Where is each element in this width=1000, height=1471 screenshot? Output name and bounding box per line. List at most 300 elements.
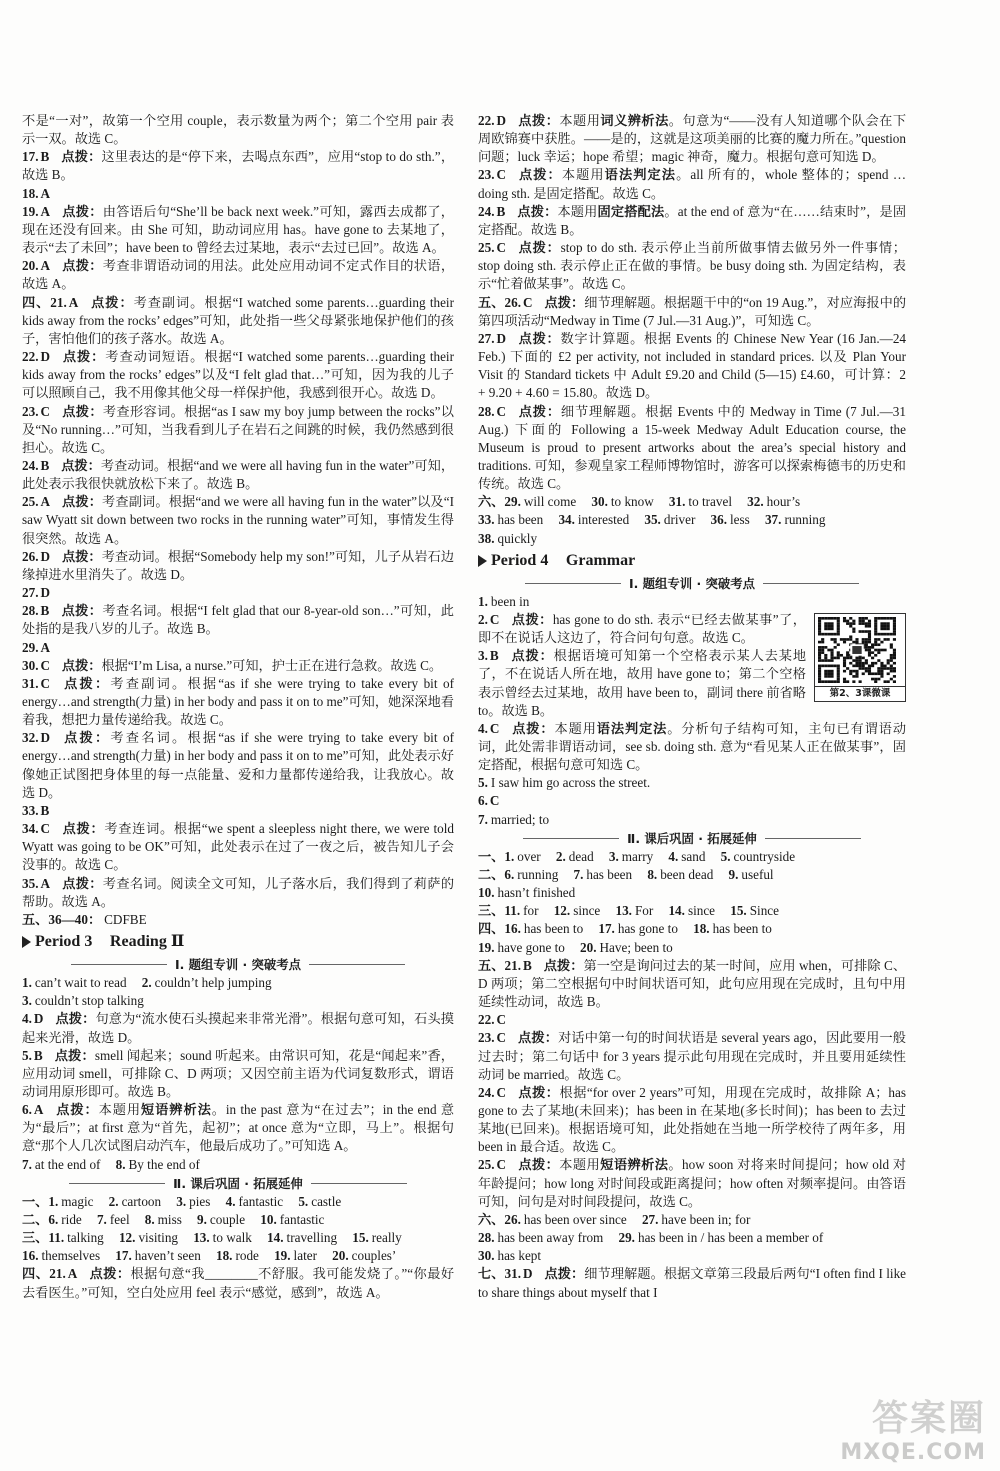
- answer-text: running: [517, 866, 559, 882]
- answer-choice: C: [489, 611, 500, 627]
- answer-pair: [116, 1157, 200, 1172]
- answer-text: feel: [109, 1211, 130, 1227]
- method-name: 语法判定法: [596, 720, 668, 736]
- answer-item: [22, 639, 454, 657]
- explanation-text: 。in the past 意为“在过去”；in the end 意为“最后”；at first 意为“首先，起初”；at once 意为“立即，马上”。根据句意“那个人几次试图启动汽车，他最后成功了。”可知选 A。: [22, 1102, 455, 1154]
- explanation-text: 考查动词。根据“and we were all having fun in the water”可知，此处表示我很快就放松下来了。故选 B。: [22, 457, 454, 492]
- section-subheading: [22, 1174, 454, 1193]
- question-number: 30.: [478, 1248, 495, 1264]
- answer-text: interested: [577, 512, 630, 528]
- answer-choice: B: [40, 149, 50, 165]
- answer-choice: B: [489, 648, 499, 664]
- answer-text: hasn’t finished: [497, 885, 576, 901]
- explanation-text: 。all 所有的，whole 整体的；spend … doing sth. 是固定搭配。故选 C。: [478, 167, 907, 201]
- answer-text: visiting: [138, 1230, 179, 1246]
- answer-item: [22, 820, 454, 874]
- answer-item: [478, 957, 906, 1011]
- question-number: 6.: [22, 1102, 32, 1118]
- answer-row: [22, 1247, 454, 1265]
- answer-text: since: [687, 903, 716, 919]
- answer-item: [22, 294, 454, 348]
- question-number: 20.: [22, 258, 39, 274]
- answer-text: to travel: [688, 494, 732, 510]
- answer-pair: [554, 903, 601, 918]
- answer-row: [478, 774, 906, 792]
- question-number: 20.: [580, 939, 597, 955]
- period-heading: [478, 550, 906, 572]
- explanation-text: 。分析句子结构可知，主句已有谓语动词，此处需非谓语动词，see sb. doing sth. 意为“看见某人正在做某事”，固定搭配，根据句意可知选 C。: [478, 720, 907, 773]
- answer-choice: B: [40, 603, 50, 619]
- question-number: 5.: [22, 1047, 32, 1063]
- answer-row: [478, 1229, 906, 1247]
- question-number: 38.: [478, 530, 495, 546]
- hint-label: 点拨：: [517, 167, 562, 183]
- question-number: 35.: [22, 875, 39, 891]
- triangle-icon: [22, 936, 31, 948]
- question-number: 23.: [478, 167, 495, 183]
- answer-item: [22, 1047, 454, 1101]
- question-number: 2.: [141, 975, 152, 991]
- answer-item: [478, 720, 906, 774]
- explanation-text: stop to do sth. 表示停止当前所做事情去做另外一件事情；stop doing sth. 表示停止正在做的事情。be busy doing sth. 为固定结构，表示“忙着做某事”。故选 C。: [478, 240, 906, 292]
- explanation-text: 本题用: [98, 1102, 142, 1118]
- method-name: 词义辨析法: [600, 113, 669, 128]
- answer-choice: A: [68, 294, 79, 310]
- answer-text: will come: [523, 494, 577, 510]
- answer-item: [478, 1156, 906, 1210]
- question-number: 21.: [504, 957, 521, 973]
- answer-row: [22, 1229, 454, 1247]
- explanation-text: 考查非谓语动词的用法。此处应用动词不定式作目的状语，故选 A。: [22, 258, 455, 292]
- answer-item: [478, 1029, 906, 1083]
- question-number: 13.: [615, 903, 632, 919]
- question-number: 4.: [225, 1193, 236, 1209]
- section-number: 六、: [478, 1211, 505, 1227]
- method-name: 固定搭配法: [597, 203, 665, 219]
- answer-text: For: [634, 903, 654, 919]
- subheading-text: Ⅰ. 题组专训 · 突破考点: [174, 957, 302, 973]
- answer-choice: C: [489, 793, 500, 809]
- answer-pair: [504, 921, 583, 936]
- hint-label: 点拨：: [543, 957, 584, 973]
- answer-row: [22, 1193, 454, 1211]
- answer-choice: B: [40, 802, 50, 818]
- question-number: 17.: [115, 1248, 132, 1264]
- answer-choice: C: [40, 657, 51, 673]
- answer-text: since: [573, 903, 601, 919]
- answer-text: cartoon: [121, 1193, 162, 1209]
- watermark-logo: 答案圈: [871, 1398, 986, 1439]
- answer-pair: [644, 512, 695, 527]
- answer-pair: [478, 594, 529, 609]
- explanation-text: 细节理解题。根据题干中的“on 19 Aug.”，对应海报中的第四项活动“Medway in Time (7 Jul.—31 Aug.)”，可知选 C。: [478, 294, 907, 328]
- section-number: 二、: [478, 866, 505, 882]
- answer-row: [478, 939, 906, 957]
- question-number: 12.: [118, 1230, 136, 1246]
- answer-pair: [478, 775, 650, 790]
- answer-item: [22, 185, 454, 203]
- answer-choice: D: [33, 1011, 44, 1027]
- question-number: 8.: [647, 866, 658, 882]
- hint-label: 点拨：: [517, 240, 561, 256]
- explanation-text: 细节理解题。根据文章第三段最后两句“I often find I like to share things about myself that I: [478, 1266, 907, 1300]
- hint-label: 点拨：: [61, 149, 102, 165]
- answer-text: has been over since: [523, 1211, 627, 1227]
- hint-label: 点拨：: [61, 675, 111, 691]
- question-number: 11.: [48, 1230, 65, 1246]
- answer-item: [478, 330, 906, 403]
- answer-text: has been in / has been a member of: [637, 1230, 824, 1246]
- answer-pair: [598, 921, 678, 936]
- answer-pair: [747, 494, 800, 509]
- answer-row: [22, 1211, 454, 1229]
- answer-choice: D: [523, 1266, 533, 1282]
- answer-row: [478, 866, 906, 884]
- question-number: 5.: [478, 775, 488, 791]
- question-number: 33.: [478, 512, 495, 528]
- answer-choice: C: [40, 821, 51, 837]
- answer-item: [478, 112, 906, 166]
- answer-text: ride: [61, 1211, 82, 1227]
- answer-item: [478, 239, 906, 293]
- question-number: 21.: [49, 1266, 66, 1282]
- answer-pair: [504, 849, 540, 864]
- answer-pair: [591, 494, 653, 509]
- explanation-text: 根据“I’m Lisa, a nurse.”可知，护士正在进行急救。故选 C。: [101, 657, 443, 673]
- answer-choice: D: [40, 349, 51, 365]
- answer-row: [22, 992, 454, 1010]
- answer-pair: [668, 849, 705, 864]
- left-column: [22, 112, 454, 1302]
- question-number: 9.: [197, 1211, 207, 1227]
- answer-pair: [274, 1248, 317, 1263]
- question-number: 26.: [504, 1211, 521, 1227]
- answer-pair: [609, 849, 653, 864]
- answer-pair: [728, 867, 773, 882]
- hint-label: 点拨：: [517, 1030, 559, 1046]
- answer-pair: [22, 1157, 100, 1172]
- answer-text: I saw him go across the street.: [490, 775, 651, 791]
- answer-text: dead: [568, 848, 594, 864]
- answer-text: have been in; for: [661, 1211, 751, 1227]
- hint-label: 点拨：: [61, 603, 103, 619]
- question-number: 11.: [504, 903, 521, 919]
- answer-text: marry: [621, 848, 654, 864]
- answer-text: driver: [663, 512, 696, 528]
- answer-row: [478, 511, 906, 529]
- hint-label: 点拨：: [61, 258, 103, 274]
- qr-code-image: [818, 617, 896, 683]
- answer-pair: [504, 867, 558, 882]
- answer-text: has kept: [497, 1248, 542, 1264]
- question-number: 19.: [274, 1248, 291, 1264]
- explanation-text: 这里表达的是“停下来，去喝点东西”，应用“stop to do sth.”，故选 B。: [22, 149, 455, 183]
- answer-choice: B: [523, 957, 532, 973]
- section-number: 五、: [478, 294, 505, 310]
- answer-text: countryside: [733, 848, 796, 864]
- question-number: 31.: [504, 1266, 522, 1282]
- explanation-text: 。how soon 对将来时间提问；how old 对年龄提问；how long 对时间段或距离提问；how often 对频率提问。由答语可知，问句是对时间段提问，故选 C。: [478, 1157, 907, 1209]
- question-number: 37.: [764, 512, 782, 528]
- method-name: 短语辨析法: [141, 1102, 212, 1118]
- question-number: 3.: [22, 993, 32, 1009]
- triangle-icon: [478, 555, 487, 567]
- answer-item: [22, 148, 454, 184]
- answer-pair: [765, 512, 826, 527]
- answer-pair: [352, 1230, 402, 1245]
- answer-text: has been: [497, 512, 544, 528]
- answer-choice: C: [40, 403, 51, 419]
- question-number: 18.: [693, 921, 710, 937]
- explanation-text: 考查副词。根据“and we were all having fun in the water”以及“I saw Wyatt sit down between two rocks in the running water”可知，事情发生得很突然。故选 A。: [22, 494, 455, 546]
- explanation-text: 考查名词。根据“as if she were trying to take every bit of energy…and strength(力量) in her body and pass it on to me”可知，此处表示好像她正试图把身体里的每一点能量、爱和力量都传递给我，让我放心。故选 D。: [22, 730, 455, 800]
- answer-item: [478, 294, 906, 330]
- answer-text: miss: [157, 1211, 182, 1227]
- explanation-text: 考查副词。根据“I watched some parents…guarding their kids away from the rocks’ edges”可知，此处指一些父母紧张地保护他们的孩子，害怕他们的孩子落水。故选 A。: [22, 294, 454, 346]
- question-number: 10.: [260, 1211, 277, 1227]
- explanation-text: 本题用: [554, 720, 597, 736]
- answer-text: been dead: [660, 866, 714, 882]
- answer-text: hour’s: [766, 494, 801, 510]
- answer-text: couldn’t stop talking: [34, 993, 144, 1009]
- hint-label: 点拨：: [54, 1047, 95, 1063]
- answer-pair: [97, 1212, 130, 1227]
- answer-pair: [711, 512, 750, 527]
- answer-text: Since: [749, 903, 780, 919]
- answer-row: [478, 884, 906, 902]
- answer-row: [478, 920, 906, 938]
- hint-label: 点拨：: [517, 113, 560, 128]
- question-number: 29.: [22, 639, 39, 655]
- question-number: 3.: [608, 848, 619, 864]
- question-number: 5.: [298, 1193, 309, 1209]
- answer-pair: [226, 1194, 284, 1209]
- question-number: 1.: [48, 1193, 59, 1209]
- explanation-text: smell 闻起来；sound 听起来。由常识可知，花是“闻起来”香，应用动词 smell，可排除 C、D 两项；又因空前主语为代词复数形式，谓语动词用原形即可。故选 B。: [22, 1047, 454, 1099]
- explanation-text: 根据语境可知第一个空格表示某人去某地了，不在说话人所在地，故用 have gone to；第二个空格表示曾经去过某地，故用 have been to，副词 there 前省略 to。故选 B。: [478, 648, 807, 718]
- question-number: 22.: [478, 113, 495, 128]
- answer-text: castle: [311, 1193, 342, 1209]
- answer-pair: [504, 494, 576, 509]
- question-number: 15.: [352, 1230, 369, 1246]
- question-number: 16.: [504, 921, 521, 937]
- answer-pair: [693, 921, 772, 936]
- answer-pair: [573, 867, 632, 882]
- answer-item: [22, 875, 454, 911]
- answer-text: pies: [189, 1193, 211, 1209]
- explanation-text: 对话中第一句的时间状语是 several years ago，因此要用一般过去时；第二句话中 for 3 years 提示此句用现在完成时，并且要用延续性动词 be married。故选 C。: [478, 1030, 906, 1082]
- subheading-text: Ⅱ. 课后巩固 · 拓展延伸: [627, 830, 757, 846]
- answer-choice: D: [40, 585, 51, 601]
- answer-item: [22, 602, 454, 638]
- answer-item: [22, 457, 454, 493]
- answer-item: [22, 1265, 454, 1301]
- question-number: 16.: [22, 1248, 39, 1264]
- answer-choice: C: [522, 294, 533, 310]
- question-number: 18.: [22, 185, 39, 201]
- answer-pair: [22, 993, 144, 1008]
- answer-row: [478, 1247, 906, 1265]
- question-number: 28.: [22, 603, 39, 619]
- question-number: 7.: [22, 1156, 32, 1172]
- question-number: 15.: [730, 903, 747, 919]
- answer-choice: C: [496, 1030, 507, 1046]
- answer-text: fantastic: [279, 1211, 325, 1227]
- answer-pair: [115, 1248, 201, 1263]
- answer-text: couldn’t help jumping: [154, 975, 272, 991]
- hint-label: 点拨：: [61, 349, 106, 365]
- section-number: 三、: [22, 1230, 49, 1246]
- question-number: 22.: [22, 349, 39, 365]
- answer-row: [478, 593, 906, 611]
- answer-text: useful: [741, 866, 774, 882]
- answer-item: [22, 1010, 454, 1046]
- answer-text: running: [784, 512, 826, 528]
- answer-row: [478, 493, 906, 511]
- answer-choice: D: [40, 548, 51, 564]
- answer-choice: A: [40, 258, 51, 274]
- answer-item: [22, 257, 454, 293]
- answer-choice: B: [40, 457, 50, 473]
- question-number: 7.: [478, 811, 488, 827]
- answer-item: [478, 1011, 906, 1029]
- answer-text: can’t wait to read: [34, 975, 127, 991]
- question-number: 36.: [710, 512, 727, 528]
- answer-pair: [478, 1230, 603, 1245]
- question-number: 28.: [478, 1230, 495, 1246]
- hint-label: 点拨：: [517, 330, 561, 346]
- answer-pair: [668, 903, 715, 918]
- question-number: 29.: [504, 494, 521, 510]
- answer-pair: [260, 1212, 324, 1227]
- hint-label: 点拨：: [61, 730, 111, 746]
- answer-choice: C: [496, 167, 507, 183]
- question-number: 25.: [478, 1157, 495, 1173]
- answer-item: [22, 403, 454, 457]
- question-number: 3.: [176, 1193, 187, 1209]
- answer-pair: [580, 940, 673, 955]
- answer-text: has been: [586, 866, 633, 882]
- answer-choice: C: [496, 240, 507, 256]
- question-number: 21.: [50, 294, 67, 310]
- period-title: Reading Ⅱ: [109, 933, 185, 951]
- answer-pair: [216, 1248, 259, 1263]
- answer-choice: C: [496, 1157, 507, 1173]
- answer-choice: D: [40, 730, 51, 746]
- section-number: 四、: [478, 921, 505, 937]
- answer-pair: [556, 849, 594, 864]
- hint-label: 点拨：: [517, 1084, 560, 1100]
- answer-row: [22, 974, 454, 992]
- answer-pair: [197, 1212, 245, 1227]
- question-number: 23.: [478, 1030, 495, 1046]
- explanation-text: 考查形容词。根据“as I saw my boy jump between the rocks”以及“No running…”可知，当我看到儿子在岩石之间跳的时候，我仍然感到很担心。故选 C。: [22, 403, 454, 455]
- question-number: 2.: [478, 611, 488, 627]
- question-number: 23.: [22, 403, 39, 419]
- answer-choice: A: [40, 494, 51, 510]
- answer-text: has been to: [712, 921, 772, 937]
- question-number: 2.: [555, 848, 566, 864]
- explanation-text: 本题用: [559, 1157, 601, 1173]
- answer-text: has gone to: [617, 921, 678, 937]
- section-number: 一、: [478, 848, 505, 864]
- right-column: [478, 112, 906, 1302]
- answer-pair: [267, 1230, 337, 1245]
- explanation-text: 根据句意“我________不舒服。我可能发烧了。”“你最好去看医生。”可知，空白处应用 feel 表示“感觉，感到”，故选 A。: [22, 1266, 455, 1300]
- answer-pair: [48, 912, 146, 927]
- explanation-text: 考查动词短语。根据“I watched some parents…guarding their kids away from the rocks’ edges”以及“I felt glad that…”可知，因为我的儿子可以照顾自己，我不用像其他父母一样保护他，我感到很开心。故选 D。: [22, 349, 454, 401]
- answer-pair: [647, 867, 713, 882]
- answer-pair: [618, 1230, 823, 1245]
- answer-pair: [109, 1194, 161, 1209]
- period-label: Period 4: [491, 551, 549, 569]
- question-number: 9.: [728, 866, 739, 882]
- answer-item: [478, 792, 906, 810]
- section-subheading: [22, 955, 454, 974]
- answer-row: [478, 902, 906, 920]
- question-number: 26.: [504, 294, 521, 310]
- question-number: 28.: [478, 403, 495, 419]
- answer-row: [478, 848, 906, 866]
- question-number: 6.: [478, 793, 488, 809]
- answer-item: [478, 403, 906, 494]
- answer-pair: [478, 512, 543, 527]
- answer-text: to know: [610, 494, 654, 510]
- hint-label: 点拨：: [61, 657, 102, 673]
- section-number: 三、: [478, 903, 505, 919]
- answer-row: [478, 811, 906, 829]
- hint-label: 点拨：: [511, 611, 553, 627]
- question-number: 32.: [22, 730, 39, 746]
- answer-pair: [298, 1194, 341, 1209]
- question-number: 7.: [96, 1211, 107, 1227]
- answer-text: for: [523, 903, 539, 919]
- answer-pair: [332, 1248, 396, 1263]
- answer-pair: [504, 903, 538, 918]
- subheading-text: Ⅰ. 题组专训 · 突破考点: [628, 575, 756, 591]
- question-number: 10.: [478, 885, 495, 901]
- question-number: 1.: [504, 848, 515, 864]
- answer-text: rode: [235, 1248, 259, 1264]
- explanation-text: 考查连词。根据“we spent a sleepless night there, we were told Wyatt was going to be OK”可知，此处表示在过了一夜之后，被告知儿子会没事的。故选 C。: [22, 821, 454, 873]
- answer-text: By the end of: [128, 1156, 200, 1172]
- answer-text: travelling: [286, 1230, 338, 1246]
- question-number: 35.: [644, 512, 661, 528]
- qr-code: [814, 613, 906, 702]
- hint-label: 点拨：: [544, 1266, 585, 1282]
- answer-pair: [615, 903, 653, 918]
- question-number: 17.: [598, 921, 615, 937]
- explanation-text: 细节理解题。根据 Events 中的 Medway in Time (7 Jul.—31 Aug.) 下面的 Following a 15-week Medway Adult Education course, the Museum is proud to present artworks about the area’s special history and traditions. 可知，参观皇家工程师博物馆时，游客可以探索梅德韦的历史和传统。故选 C。: [478, 403, 906, 492]
- answer-item: [478, 1084, 906, 1157]
- answer-choice: B: [496, 203, 506, 219]
- hint-label: 点拨：: [55, 1011, 96, 1027]
- section-number: 五、: [22, 911, 49, 927]
- question-number: 3.: [478, 648, 488, 664]
- explanation-text: 考查名词。阅读全文可知，儿子落水后，我们得到了莉萨的帮助。故选 A。: [22, 875, 455, 909]
- explanation-text: 本题用: [561, 167, 605, 183]
- watermark-site: MXQE.COM: [840, 1440, 986, 1465]
- answer-text: magic: [61, 1193, 94, 1209]
- hint-label: 点拨：: [61, 875, 103, 891]
- answer-item: [22, 584, 454, 602]
- answer-pair: [119, 1230, 178, 1245]
- explanation-text: has gone to do sth. 表示“已经去做某事”了，即不在说话人这边了，符合问句句意。故选 C。: [478, 611, 806, 646]
- section-number: 四、: [22, 1266, 50, 1282]
- hint-label: 点拨：: [61, 457, 101, 473]
- question-number: 25.: [22, 494, 39, 510]
- method-name: 短语辨析法: [600, 1157, 669, 1173]
